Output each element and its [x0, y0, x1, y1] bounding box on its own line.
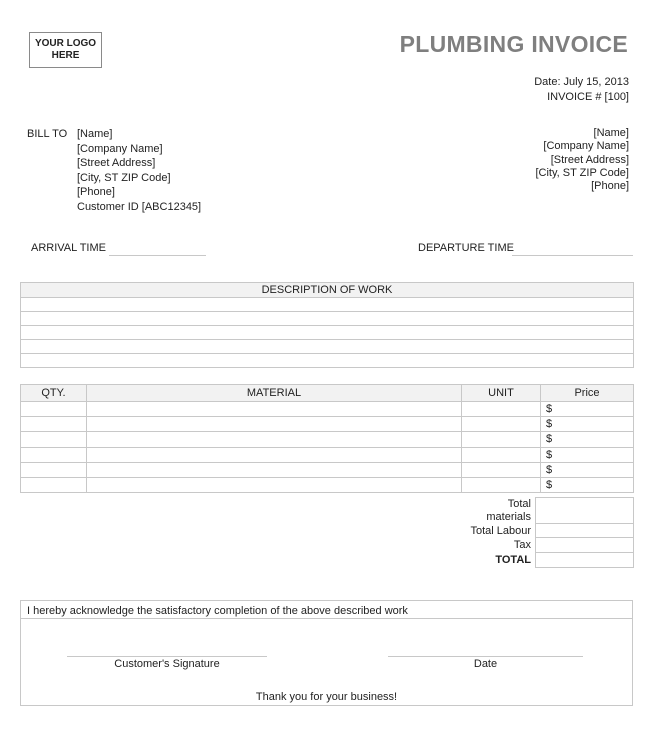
- table-row: [21, 447, 634, 462]
- table-row: [21, 462, 634, 477]
- material-cell[interactable]: [87, 477, 462, 492]
- currency-symbol: $: [546, 463, 553, 476]
- date-line[interactable]: [388, 656, 583, 657]
- bill-to-city: [City, ST ZIP Code]: [77, 171, 171, 184]
- grand-total-label: TOTAL: [495, 554, 531, 566]
- tax-value[interactable]: [536, 538, 634, 553]
- sender-phone: [Phone]: [591, 180, 629, 193]
- unit-cell[interactable]: [462, 402, 541, 417]
- unit-cell[interactable]: [462, 417, 541, 432]
- acknowledgement-text: I hereby acknowledge the satisfactory completion of the above described work: [27, 605, 408, 617]
- date-label: Date: [473, 658, 498, 670]
- bill-to-name: [Name]: [77, 128, 113, 140]
- currency-symbol: $: [546, 418, 553, 431]
- invoice-title: PLUMBING INVOICE: [399, 31, 628, 57]
- currency-symbol: $: [546, 403, 553, 416]
- materials-table: [20, 384, 634, 493]
- unit-cell[interactable]: [462, 447, 541, 462]
- material-cell[interactable]: [87, 447, 462, 462]
- qty-header: QTY.: [21, 385, 87, 402]
- qty-cell[interactable]: [21, 447, 87, 462]
- description-row[interactable]: [21, 354, 634, 368]
- tax-label: Tax: [513, 539, 531, 551]
- qty-cell[interactable]: [21, 402, 87, 417]
- bill-to-customer-id: Customer ID [ABC12345]: [77, 200, 202, 213]
- invoice-number: INVOICE # [100]: [547, 91, 629, 103]
- sender-city: [City, ST ZIP Code]: [535, 166, 629, 179]
- sender-address: [535, 127, 629, 193]
- material-cell[interactable]: [87, 402, 462, 417]
- unit-header: UNIT: [462, 385, 541, 402]
- bill-to-label: BILL TO: [27, 128, 68, 140]
- bill-to-street: [Street Address]: [77, 157, 156, 170]
- material-header: MATERIAL: [87, 385, 462, 402]
- departure-time-field[interactable]: [512, 255, 633, 256]
- price-cell[interactable]: [541, 477, 634, 492]
- total-labour-value[interactable]: [536, 524, 634, 538]
- sender-name: [Name]: [593, 127, 629, 139]
- acknowledgement-divider: [21, 618, 632, 619]
- thank-you-text: Thank you for your business!: [255, 691, 398, 703]
- total-materials-value[interactable]: [536, 498, 634, 524]
- price-cell[interactable]: [541, 417, 634, 432]
- description-row[interactable]: [21, 312, 634, 326]
- sender-street: [Street Address]: [550, 153, 629, 166]
- material-cell[interactable]: [87, 417, 462, 432]
- price-cell[interactable]: [541, 402, 634, 417]
- material-cell[interactable]: [87, 432, 462, 447]
- bill-to-address: [77, 127, 201, 215]
- acknowledgement-box: [20, 600, 633, 706]
- customer-signature-line[interactable]: [67, 656, 267, 657]
- unit-cell[interactable]: [462, 432, 541, 447]
- total-labour-label: Total Labour: [470, 524, 531, 537]
- description-row[interactable]: [21, 340, 634, 354]
- bill-to-company: [Company Name]: [77, 142, 163, 155]
- currency-symbol: $: [546, 448, 553, 461]
- description-row[interactable]: [21, 298, 634, 312]
- description-table: [20, 282, 634, 368]
- material-cell[interactable]: [87, 462, 462, 477]
- price-cell[interactable]: [541, 447, 634, 462]
- price-cell[interactable]: [541, 462, 634, 477]
- table-row: [21, 477, 634, 492]
- departure-time-label: DEPARTURE TIME: [418, 242, 514, 254]
- qty-cell[interactable]: [21, 417, 87, 432]
- unit-cell[interactable]: [462, 477, 541, 492]
- currency-symbol: $: [546, 433, 553, 446]
- currency-symbol: $: [546, 479, 553, 492]
- sender-company: [Company Name]: [543, 140, 629, 153]
- grand-total-value[interactable]: [536, 553, 634, 568]
- qty-cell[interactable]: [21, 477, 87, 492]
- table-row: [21, 402, 634, 417]
- logo-line-2: HERE: [51, 50, 80, 61]
- table-row: [21, 432, 634, 447]
- totals-table: [440, 497, 634, 568]
- logo-line-1: YOUR LOGO: [34, 38, 97, 49]
- arrival-time-field[interactable]: [109, 255, 206, 256]
- bill-to-phone: [Phone]: [77, 186, 115, 199]
- price-cell[interactable]: [541, 432, 634, 447]
- unit-cell[interactable]: [462, 462, 541, 477]
- total-materials-label: Total materials: [486, 497, 531, 523]
- price-header: Price: [541, 385, 634, 402]
- description-row[interactable]: [21, 326, 634, 340]
- qty-cell[interactable]: [21, 462, 87, 477]
- arrival-time-label: ARRIVAL TIME: [31, 242, 106, 254]
- table-row: [21, 417, 634, 432]
- logo-placeholder: [29, 32, 102, 68]
- description-header: DESCRIPTION OF WORK: [21, 283, 634, 298]
- qty-cell[interactable]: [21, 432, 87, 447]
- invoice-date: Date: July 15, 2013: [534, 76, 629, 88]
- customer-signature-label: Customer's Signature: [114, 658, 220, 670]
